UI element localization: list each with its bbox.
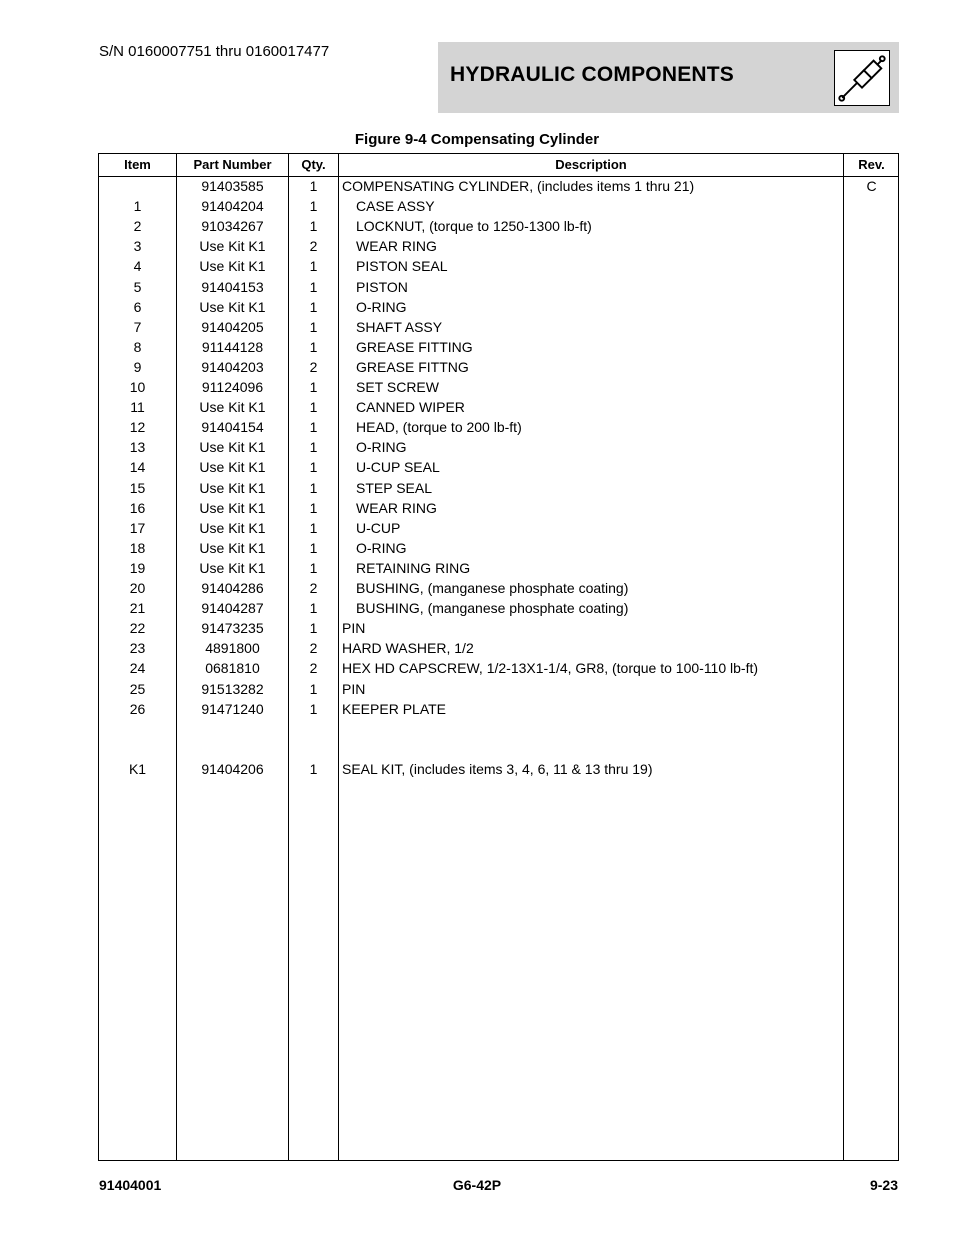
cell-item: 2 [133,218,142,235]
cell-qty: 1 [309,600,318,617]
parts-table [98,153,899,1161]
cell-description: HEAD, (torque to 200 lb-ft) [356,419,522,436]
cell-item: 25 [129,680,146,697]
cell-qty: 1 [309,620,318,637]
cell-item: 5 [133,278,142,295]
cell-part-number: Use Kit K1 [199,258,266,275]
table-row [99,699,898,719]
table-row [99,256,898,276]
footer-model: G6-42P [452,1177,502,1193]
cell-part-number: 91471240 [201,700,264,717]
cell-part-number: 91124096 [201,379,264,395]
cell-qty: 2 [309,358,318,375]
cell-part-number: 91404154 [201,419,264,436]
table-row [99,558,898,578]
table-row [99,236,898,256]
cell-description: PISTON SEAL [356,258,448,275]
cell-qty: 1 [309,479,318,496]
cell-qty: 1 [309,218,318,235]
cell-description: WEAR RING [356,238,437,255]
cell-qty: 2 [309,580,318,596]
table-row [99,739,898,759]
table-row [99,679,898,699]
table-row [99,578,898,598]
cell-item: 23 [129,640,146,657]
cell-item: 10 [129,379,146,395]
table-row [99,196,898,216]
table-row [99,216,898,236]
cell-part-number: 91404286 [201,580,264,596]
cell-description: CANNED WIPER [356,399,465,416]
cell-part-number: 91403585 [201,178,264,194]
table-row [99,297,898,317]
cell-item: 3 [133,238,142,255]
cell-item: 1 [133,198,142,215]
cell-item: 26 [129,700,146,717]
cell-part-number: 91404205 [201,318,264,335]
cell-part-number: 4891800 [205,640,260,657]
header-description: Description [555,157,627,172]
cell-description: SEAL KIT, (includes items 3, 4, 6, 11 & 13 thru 19) [342,760,653,777]
section-header [438,42,899,113]
table-row [99,377,898,397]
cell-qty: 1 [309,760,318,777]
table-row [99,397,898,417]
cell-part-number: Use Kit K1 [199,499,266,516]
cell-description: CASE ASSY [356,198,435,215]
cell-qty: 1 [309,419,318,436]
cell-part-number: 91034267 [201,218,264,235]
cell-part-number: Use Kit K1 [199,479,266,496]
cell-item: 17 [129,519,146,536]
table-row [99,518,898,538]
cell-item: 21 [129,600,146,617]
table-row [99,317,898,337]
table-row [99,638,898,658]
cell-qty: 1 [309,178,318,194]
cell-qty: 1 [309,680,318,697]
cell-item: 11 [130,399,145,416]
cell-description: KEEPER PLATE [342,700,447,717]
cell-part-number: 0681810 [205,660,260,677]
cell-description: PISTON [356,278,408,295]
cell-description: PIN [342,620,366,637]
cell-description: LOCKNUT, (torque to 1250-1300 lb-ft) [356,218,592,235]
header-rev: Rev. [858,157,885,172]
cell-description: PIN [342,680,366,697]
cell-description: SET SCREW [356,379,439,395]
header-qty: Qty. [301,157,326,172]
cell-description: O-RING [356,539,407,556]
cell-item: 13 [129,439,146,456]
cell-description: U-CUP [356,519,401,536]
cell-qty: 2 [309,640,318,657]
cell-item: K1 [128,760,147,777]
cell-qty: 1 [309,258,318,275]
cell-qty: 2 [309,238,318,255]
cell-item: 20 [129,580,146,596]
cell-part-number: 91513282 [201,680,264,697]
cell-qty: 1 [309,459,318,476]
cell-qty: 1 [309,519,318,536]
footer-page-number: 9-23 [869,1177,898,1193]
cell-qty: 1 [309,700,318,717]
cell-qty: 1 [309,379,318,395]
table-row [99,618,898,638]
cell-qty: 1 [309,499,318,516]
cell-item: 6 [133,298,142,315]
cell-qty: 1 [309,399,318,416]
cell-description: SHAFT ASSY [356,318,443,335]
cell-description: WEAR RING [356,499,437,516]
cell-description: COMPENSATING CYLINDER, (includes items 1 thru 21) [342,178,695,194]
cell-description: O-RING [356,439,407,456]
table-row [99,357,898,377]
cell-description: BUSHING, (manganese phosphate coating) [356,580,629,596]
cell-part-number: 91404287 [201,600,264,617]
cell-part-number: 91404204 [201,198,264,215]
table-row [99,598,898,618]
cell-part-number: Use Kit K1 [199,238,266,255]
cell-item: 19 [129,559,146,576]
cell-description: STEP SEAL [356,479,433,496]
hydraulic-cylinder-icon [834,50,890,106]
cell-part-number: 91473235 [201,620,264,637]
cell-part-number: 91144128 [201,338,264,355]
cell-qty: 1 [309,278,318,295]
cell-part-number: 91404206 [201,760,264,777]
cell-part-number: Use Kit K1 [199,298,266,315]
table-row [99,417,898,437]
cell-description: GREASE FITTING [356,338,473,355]
cell-item: 16 [129,499,146,516]
cell-qty: 1 [309,318,318,335]
cell-part-number: Use Kit K1 [199,399,266,416]
cell-item: 24 [129,660,146,677]
cell-item: 15 [129,479,146,496]
cell-qty: 1 [309,559,318,576]
cell-qty: 1 [309,338,318,355]
table-row [99,337,898,357]
cell-item: 9 [133,358,142,375]
table-row [99,658,898,678]
serial-number-range: S/N 0160007751 thru 0160017477 [99,43,330,60]
cell-qty: 1 [309,539,318,556]
cell-item: 7 [133,318,142,335]
figure-title: Figure 9-4 Compensating Cylinder [354,131,600,148]
cell-item: 22 [129,620,146,637]
cell-part-number: Use Kit K1 [199,539,266,556]
cell-description: U-CUP SEAL [356,459,440,476]
table-row [99,176,898,196]
cell-description: GREASE FITTNG [356,358,469,375]
table-row [99,457,898,477]
table-row [99,437,898,457]
cell-part-number: 91404203 [201,358,264,375]
cell-item: 14 [129,459,146,476]
header-part-number: Part Number [193,157,272,172]
cell-item: 18 [129,539,146,556]
cell-item: 8 [133,338,142,355]
cell-qty: 2 [309,660,318,677]
cell-description: BUSHING, (manganese phosphate coating) [356,600,629,617]
table-row [99,498,898,518]
cell-part-number: Use Kit K1 [199,519,266,536]
cell-qty: 1 [309,439,318,456]
footer-manual-number: 91404001 [99,1177,162,1193]
table-row [99,277,898,297]
table-row [99,478,898,498]
cell-part-number: Use Kit K1 [199,559,266,576]
cell-item: 12 [129,419,146,436]
cell-item: 4 [133,258,142,275]
section-title: HYDRAULIC COMPONENTS [450,63,735,86]
cell-part-number: Use Kit K1 [199,439,266,456]
cell-description: RETAINING RING [356,559,471,576]
cell-rev: C [866,178,877,194]
cell-part-number: 91404153 [201,278,264,295]
cell-qty: 1 [309,298,318,315]
cell-part-number: Use Kit K1 [199,459,266,476]
cell-description: HEX HD CAPSCREW, 1/2-13X1-1/4, GR8, (torque to 100-110 lb-ft) [342,660,759,677]
cell-description: HARD WASHER, 1/2 [342,640,474,657]
table-row [99,759,898,779]
header-item: Item [124,157,151,172]
table-row [99,719,898,739]
table-row [99,538,898,558]
cell-qty: 1 [309,198,318,215]
cell-description: O-RING [356,298,407,315]
